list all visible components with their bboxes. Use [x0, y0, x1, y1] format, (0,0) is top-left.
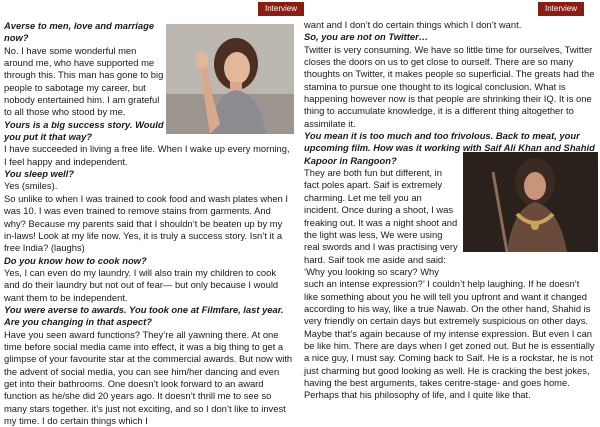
answer: No. I have some wonderful men around me, who have supported me through this. This man has gone to big people to sabotage my career, but nobody entertained him. I am grateful to all those who stood by me.: [4, 44, 164, 118]
section-tag-right: Interview: [538, 2, 584, 16]
answer: So unlike to when I was trained to cook food and wash plates when I was 10. I was even trained to remove stains from garments. And why? Because my parents said that I shouldn’t be beaten up by my in-laws! Look at my life now. Yes, it is truly a success story. Isn’t it a free India? (laughs): [4, 192, 289, 254]
question: So, you are not on Twitter…: [304, 31, 429, 43]
question: You mean it is too much and too frivolous. Back to meat, your upcoming film. How was it working with Saif Ali Khan and Shahid Kapoor in Rangoon?: [304, 130, 595, 166]
question: Yours is a big success story. Would you put it that way?: [4, 118, 164, 143]
question: You sleep well?: [4, 168, 74, 180]
section-tag-left: Interview: [258, 2, 304, 16]
answer: They are both fun but different, in fact poles apart. Saif is extremely charming. Let me tell you an incident. Once during a shoot, I was freaking out. It was a night shoot and the light was less, We were using real swords and I was practising very hard. Saif took me aside and said: ‘Why you looking so scary? Why such an intense expression?’ I couldn’t help laughing. If he doesn’t like something about you he will tell you upfront and want it changed according to his way, like a true Nawab. On the other hand, Shahid is very friendly on certain days but extremely suspicious on other days. Maybe that’s again because of my intense expression. But even I can be like him. There are days when I get zoned out. But he is essentially a nice guy, I must say. Coming back to Saif. He is a rockstar, he is not just charming but good looking as well. He is cracking the best jokes, having the best arguments, takes centre-stage- and goes home. Perhaps that his philosophy of life, and I quite like that.: [304, 167, 595, 401]
answer: want and I don’t do certain things which I don’t want.: [304, 19, 522, 30]
answer: Have you seen award functions? They’re all yawning there. At one time before social media came into effect, it was a big thing to get a glimpse of your favourite star at the commercial awards. But now with the advent of social media, you can see him/her dancing and even get into their bathrooms. One doesn’t look forward to an award function as he/she did 20 years ago. It doesn’t thrill me to see so many stars together. it’s just not exciting, and so I don’t like to invest my time. I do certain things which I: [4, 328, 293, 426]
answer: Twitter is very consuming. We have so little time for ourselves, Twitter closes the doors on us to get close to ourself. There are so many thoughts on Twitter, it makes people so superficial. The greats had the stamina to pursue one thought to its logical conclusion. What is happening however now is that people are shrinking their IQ. It is one thing to accumulate knowledge, it is a different thing altogether to assimilate it.: [304, 43, 595, 129]
question: Averse to men, love and marriage now?: [4, 20, 155, 44]
question: Do you know how to cook now?: [4, 254, 147, 266]
right-column: [304, 19, 596, 402]
answer: Yes (smiles).: [4, 180, 58, 192]
answer: Yes, I can even do my laundry. I will also train my children to cook and do their laundry but not out of fear— but only because I would want them to be independent.: [4, 266, 279, 303]
left-column: [4, 20, 294, 427]
question: You were averse to awards. You took one at Filmfare, last year. Are you changing in that aspect?: [4, 303, 284, 328]
answer: I have succeeded in living a free life. When I wake up every morning, I feel happy and independent.: [4, 143, 290, 167]
